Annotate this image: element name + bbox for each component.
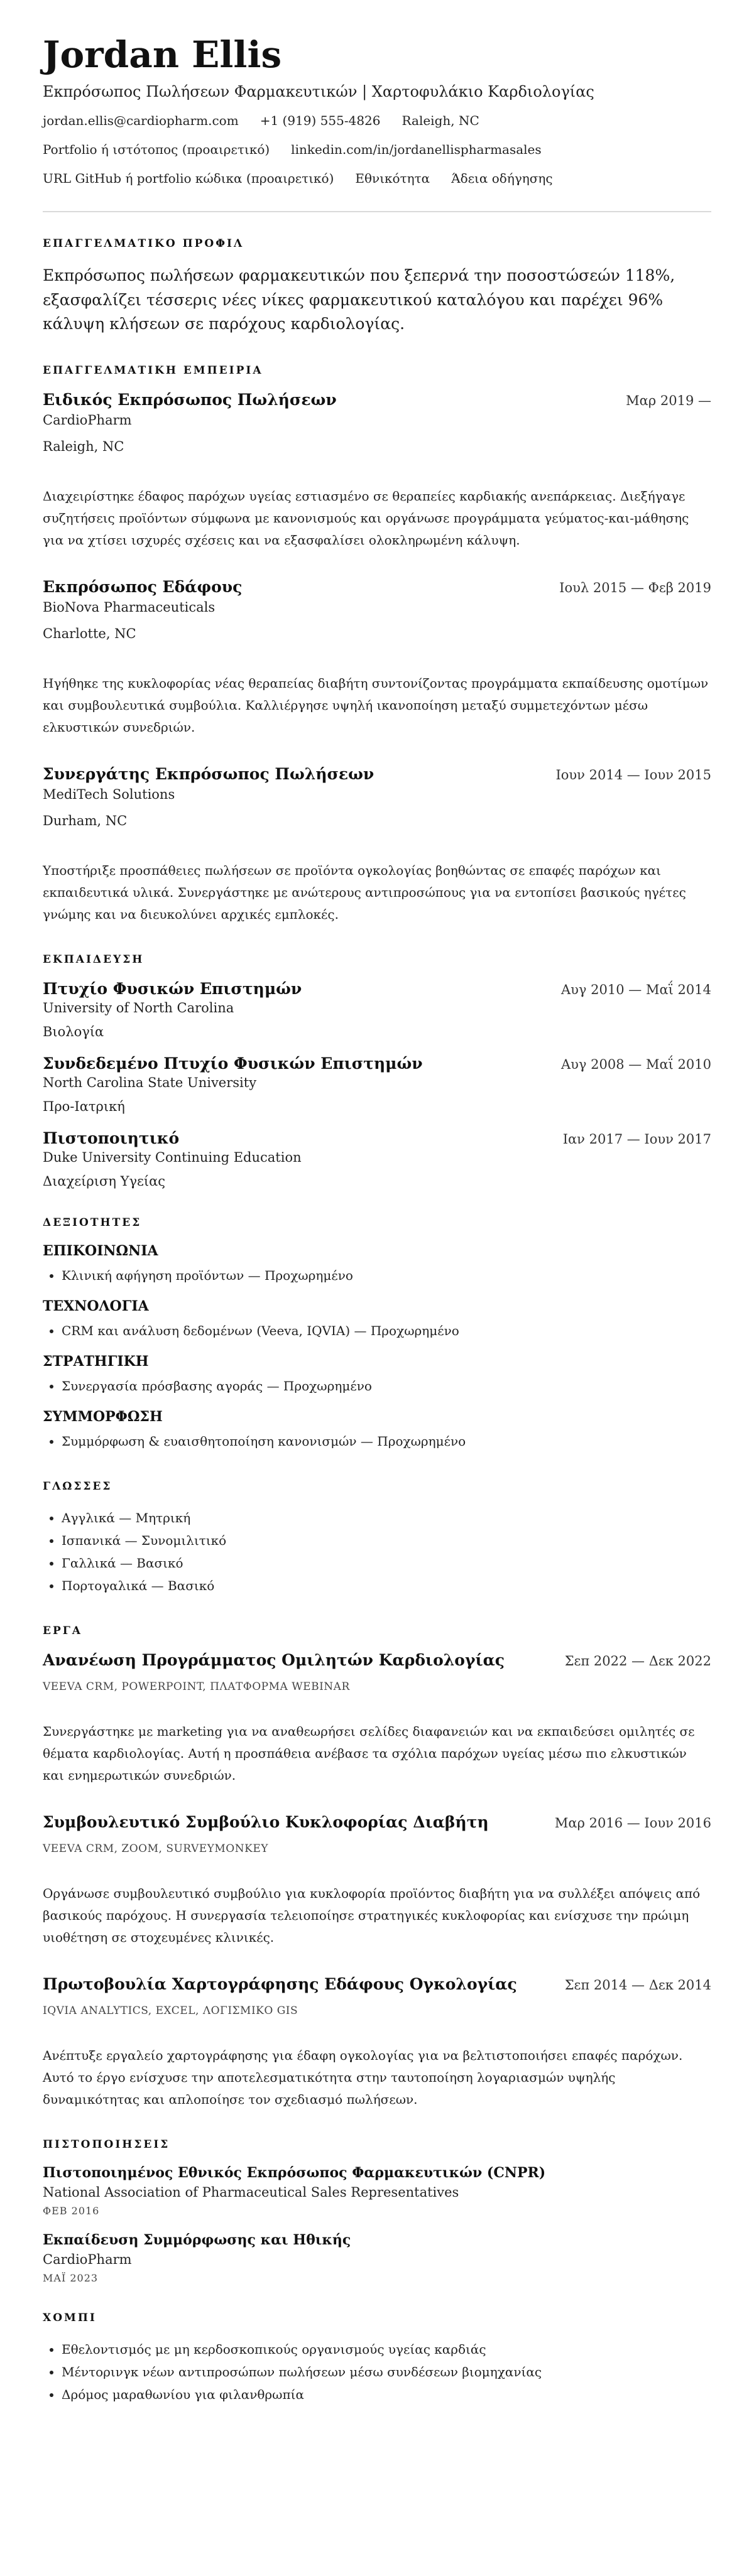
education-entry [43,1054,711,1114]
project-tech: VEEVA CRM, ZOOM, SURVEYMONKEY [43,1843,268,1856]
experience-section [43,364,711,926]
section-title: ΕΡΓΑ [43,1625,82,1638]
job-title: Συνεργάτης Εκπρόσωπος Πωλήσεων [43,765,374,784]
language-item: • Ισπανικά — Συνομιλιτικό [62,1529,711,1552]
projects-section [43,1625,711,2111]
field-of-study: Βιολογία [43,1024,104,1040]
linkedin-link[interactable]: linkedin.com/in/jordanellispharmasales [291,141,542,157]
experience-entry [43,391,711,551]
project-date: Σεπ 2014 — Δεκ 2014 [564,1978,711,1993]
education-date: Αυγ 2010 — Μαΐ 2014 [561,982,711,998]
job-location: Charlotte, NC [43,626,136,642]
experience-entry [43,578,711,739]
profile-summary: Εκπρόσωπος πωλήσεων φαρμακευτικών που ξεπερνά την ποσοστώσεών 118%, εξασφαλίζει τέσσερις νέες νίκες φαρμακευτικού καταλόγου και παρέχει 96% κάλυψη κλήσεων σε παρόχους καρδιολογίας. [43,266,675,333]
email-link[interactable]: jordan.ellis@cardiopharm.com [43,112,239,128]
skill-group [43,1353,711,1397]
education-date: Ιαν 2017 — Ιουν 2017 [562,1132,711,1147]
job-description: Υποστήριξε προσπάθειες πωλήσεων σε προϊόντα ογκολογίας βοηθώντας σε επαφές παρόχων και εκπαιδευτικά υλικά. Συνεργάστηκε με ανώτερους αντιπροσώπους για να εντοπίσει βασικούς ηγέτες γνώμης και να διευκολύνει αρχικές εμπλοκές. [43,863,686,923]
section-title: ΠΙΣΤΟΠΟΙΗΣΕΙΣ [43,2138,170,2151]
header-divider [43,211,711,212]
portfolio-link[interactable]: Portfolio ή ιστότοπος (προαιρετικό) [43,141,270,157]
candidate-headline: Εκπρόσωπος Πωλήσεων Φαρμακευτικών | Χαρτοφυλάκιο Καρδιολογίας [43,82,594,100]
skill-category: ΤΕΧΝΟΛΟΓΙΑ [43,1298,149,1315]
education-entry [43,1129,711,1189]
contact-row-2 [43,142,711,157]
degree-title: Συνδεδεμένο Πτυχίο Φυσικών Επιστημών [43,1054,423,1073]
skill-group [43,1409,711,1453]
skill-group [43,1243,711,1287]
skill-item: • Κλινική αφήγηση προϊόντων — Προχωρημένο [62,1264,711,1287]
certification-issuer: National Association of Pharmaceutical Sales Representatives [43,2185,459,2200]
project-date: Σεπ 2022 — Δεκ 2022 [564,1653,711,1669]
degree-title: Πτυχίο Φυσικών Επιστημών [43,980,302,998]
job-date: Ιουλ 2015 — Φεβ 2019 [559,580,711,596]
education-section [43,953,711,1189]
certification-entry [43,2232,711,2284]
section-title: ΧΟΜΠΙ [43,2312,97,2325]
project-entry [43,1975,711,2111]
job-location: Durham, NC [43,813,128,829]
job-title: Εκπρόσωπος Εδάφους [43,578,243,597]
job-description: Ηγήθηκε της κυκλοφορίας νέας θεραπείας διαβήτη συντονίζοντας προγράμματα εκπαίδευσης ομοτίμων και συμβουλευτικά συμβούλια. Καλλιέργησε υψηλή ικανοποίηση μεταξύ συμμετεχόντων μέσω ελκυστικών συνεδριών. [43,676,709,735]
project-description: Ανέπτυξε εργαλείο χαρτογράφησης για έδαφη ογκολογίας για να βελτιστοποιήσει επαφές παρόχων. Αυτό το έργο ενίσχυσε την αποτελεσματικότητα στην ταυτοποίηση λογαριασμών υψηλής δυναμικότητας και απλοποίησε τον σχεδιασμό πωλήσεων. [43,2048,683,2108]
certification-date: ΜΑΪ 2023 [43,2272,99,2285]
candidate-name: Jordan Ellis [43,33,282,76]
skill-item: • Συμμόρφωση & ευαισθητοποίηση κανονισμών — Προχωρημένο [62,1430,711,1453]
project-entry [43,1813,711,1949]
hobbies-section [43,2312,711,2406]
field-of-study: Προ-Ιατρική [43,1099,125,1115]
section-title: ΓΛΩΣΣΕΣ [43,1480,112,1493]
project-description: Συνεργάστηκε με marketing για να αναθεωρήσει σελίδες διαφανειών και να εκπαιδεύσει ομιλητές σε θέματα καρδιολογίας. Αυτή η προσπάθεια ανέβασε τα σχόλια παρόχων υγείας μέσω πιο ελκυστικών και ενημερωτικών συνεδριών. [43,1724,695,1783]
job-date: Ιουν 2014 — Ιουν 2015 [555,767,711,783]
nationality: Εθνικότητα [355,170,430,186]
driving-license: Άδεια οδήγησης [451,170,553,186]
contact-row-1 [43,113,711,128]
certification-entry [43,2165,711,2217]
project-description: Οργάνωσε συμβουλευτικό συμβούλιο για κυκλοφορία προϊόντος διαβήτη για να συλλέξει απόψεις από βασικούς παρόχους. Η συνεργασία τελειοποίησε στρατηγικές κυκλοφορίας και ενίσχυσε την πρώιμη υιοθέτηση σε στοχευμένες κλινικές. [43,1886,701,1946]
languages-section [43,1480,711,1597]
field-of-study: Διαχείριση Υγείας [43,1174,166,1189]
language-item: • Γαλλικά — Βασικό [62,1552,711,1574]
project-entry [43,1651,711,1787]
certification-issuer: CardioPharm [43,2252,132,2268]
hobby-item: • Εθελοντισμός με μη κερδοσκοπικούς οργανισμούς υγείας καρδιάς [62,2338,711,2361]
project-date: Μαρ 2016 — Ιουν 2016 [554,1816,711,1831]
section-title: ΔΕΞΙΟΤΗΤΕΣ [43,1216,142,1230]
school-name: University of North Carolina [43,1000,234,1016]
hobby-item: • Μέντορινγκ νέων αντιπροσώπων πωλήσεων μέσω συνδέσεων βιομηχανίας [62,2361,711,2383]
certification-date: ΦΕΒ 2016 [43,2205,100,2217]
language-item: • Αγγλικά — Μητρική [62,1507,711,1529]
project-tech: IQVIA ANALYTICS, EXCEL, ΛΟΓΙΣΜΙΚΟ GIS [43,2005,298,2018]
job-company: BioNova Pharmaceuticals [43,600,216,615]
job-company: MediTech Solutions [43,787,175,803]
school-name: Duke University Continuing Education [43,1150,302,1166]
project-name: Ανανέωση Προγράμματος Ομιλητών Καρδιολογίας [43,1651,505,1670]
skill-group [43,1298,711,1342]
certification-name: Εκπαίδευση Συμμόρφωσης και Ηθικής [43,2232,351,2249]
profile-section [43,237,711,337]
github-link[interactable]: URL GitHub ή portfolio κώδικα (προαιρετικό) [43,170,334,186]
hobby-item: • Δρόμος μαραθωνίου για φιλανθρωπία [62,2383,711,2406]
experience-entry [43,765,711,926]
project-name: Πρωτοβουλία Χαρτογράφησης Εδάφους Ογκολογίας [43,1975,517,1994]
certification-name: Πιστοποιημένος Εθνικός Εκπρόσωπος Φαρμακευτικών (CNPR) [43,2165,546,2182]
skill-category: ΣΥΜΜΟΡΦΩΣΗ [43,1409,163,1426]
degree-title: Πιστοποιητικό [43,1129,180,1148]
job-location: Raleigh, NC [43,439,124,455]
project-tech: VEEVA CRM, POWERPOINT, ΠΛΑΤΦΟΡΜΑ WEBINAR [43,1680,350,1694]
location: Raleigh, NC [402,112,479,128]
skill-item: • Συνεργασία πρόσβασης αγοράς — Προχωρημένο [62,1375,711,1397]
school-name: North Carolina State University [43,1075,257,1091]
job-description: Διαχειρίστηκε έδαφος παρόχων υγείας εστιασμένο σε θεραπείες καρδιακής ανεπάρκειας. Διεξήγαγε συζητήσεις προϊόντων σύμφωνα με κανονισμούς και οργάνωσε προγράμματα γεύματος-και-μάθησης για να χτίσει ισχυρές σχέσεις και να εξασφαλίσει ολοκληρωμένη κάλυψη. [43,489,689,548]
project-name: Συμβουλευτικό Συμβούλιο Κυκλοφορίας Διαβήτη [43,1813,489,1832]
section-title: ΕΠΑΓΓΕΛΜΑΤΙΚΗ ΕΜΠΕΙΡΙΑ [43,364,263,377]
skill-item: • CRM και ανάλυση δεδομένων (Veeva, IQVIA) — Προχωρημένο [62,1319,711,1342]
education-date: Αυγ 2008 — Μαΐ 2010 [561,1057,711,1073]
education-entry [43,980,711,1039]
job-date: Μαρ 2019 — [626,393,711,409]
resume-header [43,35,711,186]
certifications-section [43,2138,711,2284]
skills-section [43,1216,711,1453]
language-item: • Πορτογαλικά — Βασικό [62,1574,711,1597]
skill-category: ΣΤΡΑΤΗΓΙΚΗ [43,1353,149,1370]
job-title: Ειδικός Εκπρόσωπος Πωλήσεων [43,391,337,409]
job-company: CardioPharm [43,413,132,428]
phone-number[interactable]: +1 (919) 555-4826 [260,112,381,128]
contact-row-3 [43,171,711,186]
section-title: ΕΚΠΑΙΔΕΥΣΗ [43,953,145,966]
skill-category: ΕΠΙΚΟΙΝΩΝΙΑ [43,1243,158,1260]
section-title: ΕΠΑΓΓΕΛΜΑΤΙΚΟ ΠΡΟΦΙΛ [43,237,244,250]
